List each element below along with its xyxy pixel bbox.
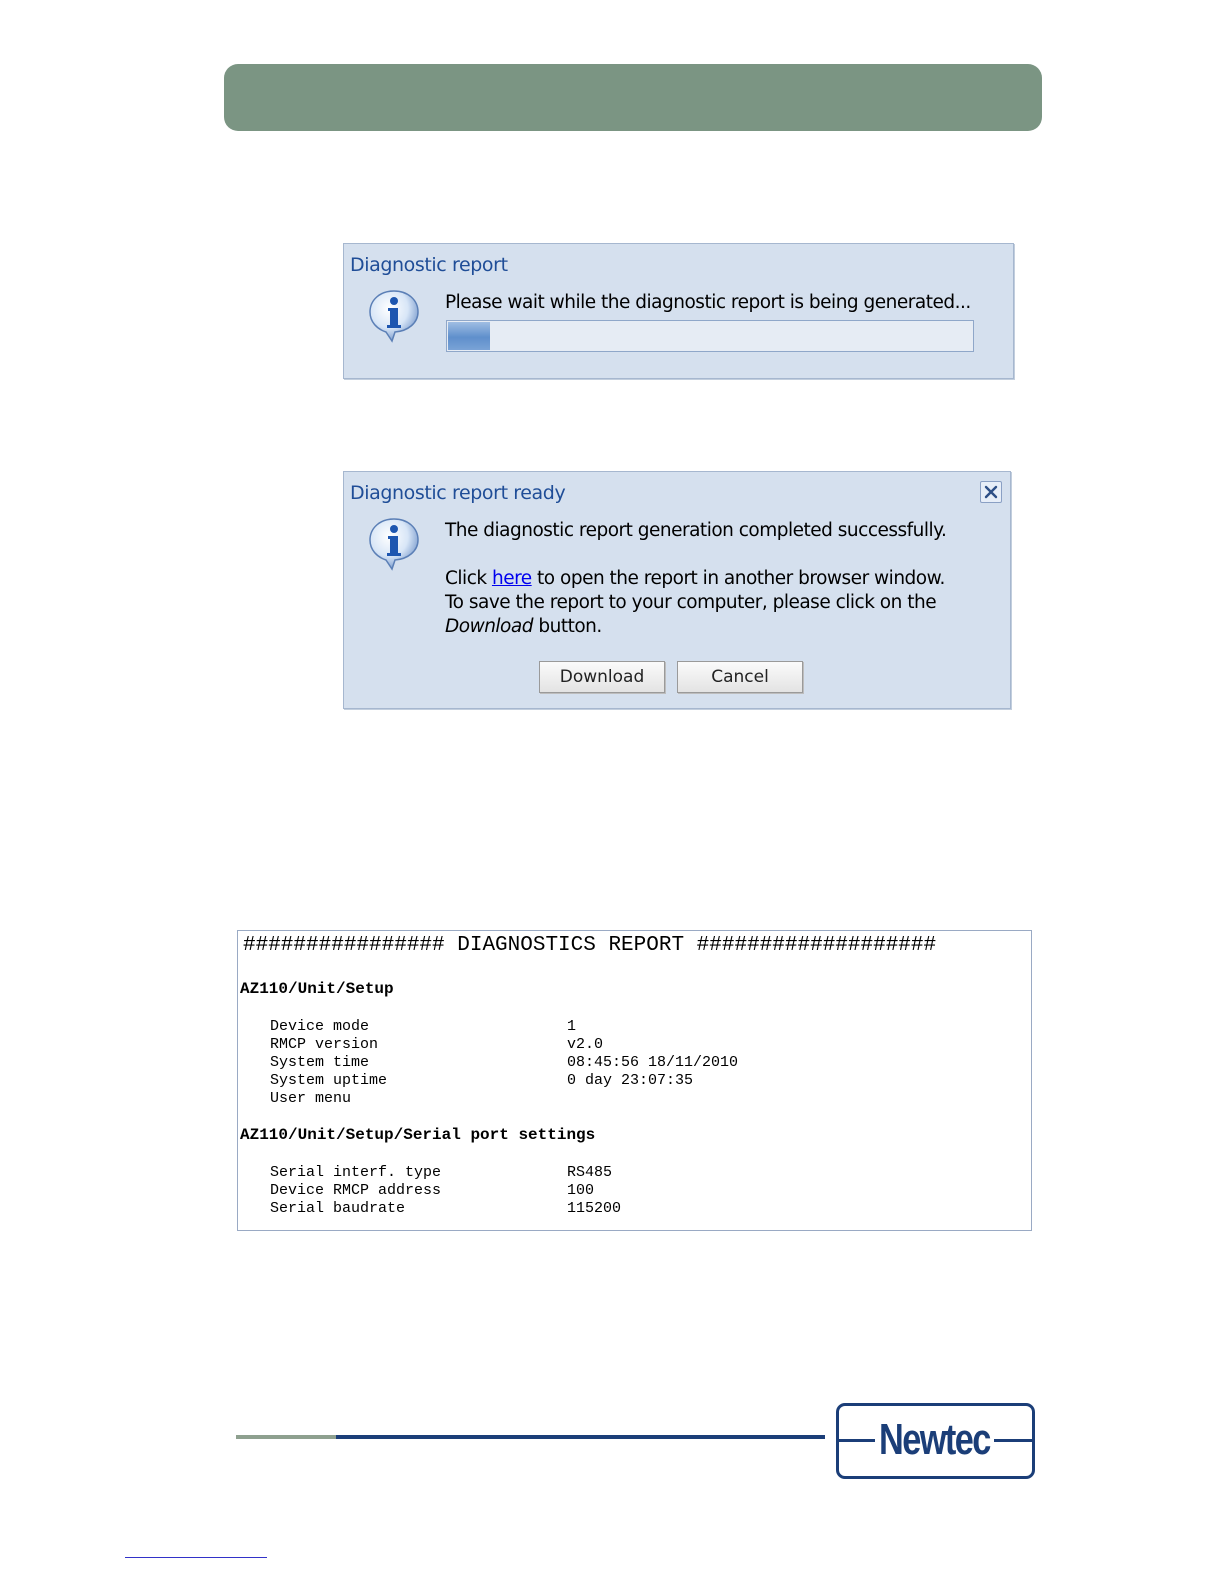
open-report-prefix: Click <box>445 568 492 589</box>
report-section-title: AZ110/Unit/Setup <box>240 980 394 998</box>
info-icon <box>366 516 422 572</box>
open-report-link[interactable]: here <box>491 568 532 589</box>
open-report-suffix: to open the report in another browser window. <box>531 568 945 589</box>
report-row-value: 08:45:56 18/11/2010 <box>567 1054 739 1071</box>
report-row-value: v2.0 <box>567 1036 604 1053</box>
report-row <box>270 1054 739 1072</box>
ready-dialog <box>343 471 1011 709</box>
report-row-value: 115200 <box>567 1200 622 1217</box>
progress-bar <box>446 320 974 352</box>
diagnostics-report <box>237 930 1032 1231</box>
download-button[interactable]: Download <box>539 661 665 693</box>
download-hint-italic: Download <box>445 616 533 637</box>
info-icon <box>366 288 422 344</box>
header-band <box>224 64 1042 131</box>
report-row <box>270 1164 613 1182</box>
logo-bar-left <box>839 1439 875 1442</box>
report-row-key: System time <box>270 1054 370 1071</box>
report-row-key: Device mode <box>270 1018 370 1035</box>
close-button[interactable] <box>980 481 1002 503</box>
report-row-key: Device RMCP address <box>270 1182 442 1199</box>
logo-bar-right <box>994 1439 1032 1442</box>
report-row-value: 100 <box>567 1182 595 1199</box>
report-row-key: Serial interf. type <box>270 1164 442 1181</box>
report-row-key: User menu <box>270 1090 352 1107</box>
footer-rule <box>336 1435 825 1439</box>
report-row <box>270 1072 694 1090</box>
footnote-rule <box>125 1557 267 1558</box>
report-row <box>270 1018 577 1036</box>
progress-dialog <box>343 243 1014 379</box>
progress-dialog-title: Diagnostic report <box>350 254 508 276</box>
progress-message: Please wait while the diagnostic report is being generated... <box>445 292 971 313</box>
report-header: ################ DIAGNOSTICS REPORT ################### <box>243 934 937 957</box>
report-row-value: 1 <box>567 1018 577 1035</box>
cancel-button[interactable]: Cancel <box>677 661 803 693</box>
save-report-line: To save the report to your computer, please click on the <box>445 592 937 613</box>
ready-message: The diagnostic report generation completed successfully. <box>445 520 947 541</box>
report-section-title: AZ110/Unit/Setup/Serial port settings <box>240 1126 596 1144</box>
progress-bar-fill <box>448 322 490 350</box>
close-icon <box>981 482 1001 502</box>
open-report-line <box>445 568 945 589</box>
report-row <box>270 1036 604 1054</box>
newtec-logo <box>836 1403 1035 1479</box>
report-row-key: Serial baudrate <box>270 1200 406 1217</box>
report-row-key: System uptime <box>270 1072 388 1089</box>
download-hint-line <box>445 616 602 637</box>
report-row <box>270 1182 595 1200</box>
footer-rule-accent <box>236 1435 336 1439</box>
report-row <box>270 1090 352 1108</box>
logo-text: Newtec <box>879 1415 990 1464</box>
report-row-key: RMCP version <box>270 1036 379 1053</box>
report-row-value: RS485 <box>567 1164 613 1181</box>
download-hint-suffix: button. <box>532 616 602 637</box>
ready-dialog-title: Diagnostic report ready <box>350 482 566 504</box>
report-row-value: 0 day 23:07:35 <box>567 1072 694 1089</box>
report-row <box>270 1200 622 1218</box>
